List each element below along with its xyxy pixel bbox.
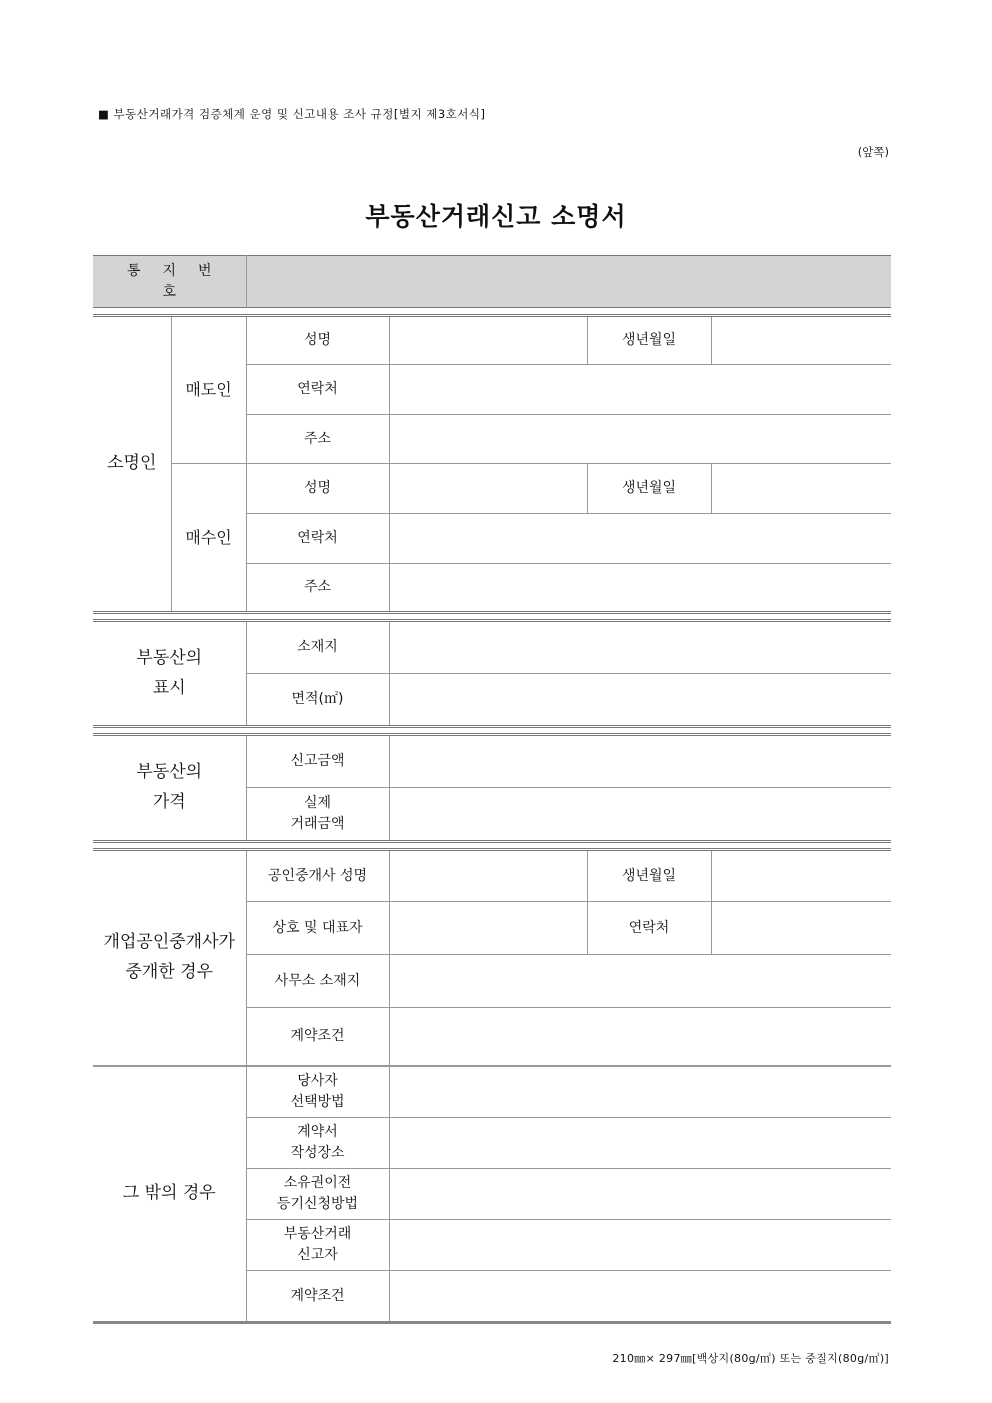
broker-contact-label: 연락처 — [587, 902, 711, 955]
contract-place-label-line1: 계약서 — [297, 1124, 338, 1140]
page-title: 부동산거래신고 소명서 — [365, 202, 627, 231]
registry-method-label-line1: 소유권이전 — [283, 1175, 352, 1191]
broker-office-field[interactable] — [389, 955, 891, 1008]
price-group-label — [93, 735, 246, 842]
broker-section — [93, 848, 891, 1066]
reporter-label-line1: 부동산거래 — [283, 1226, 352, 1242]
price-group-line2: 가격 — [152, 792, 186, 812]
buyer-address-field[interactable] — [389, 564, 891, 613]
seller-name-field[interactable] — [389, 316, 587, 365]
other-section — [93, 1066, 891, 1324]
broker-terms-field[interactable] — [389, 1008, 891, 1066]
seller-contact-field[interactable] — [389, 365, 891, 415]
contract-place-label-line2: 작성장소 — [290, 1145, 345, 1161]
seller-name-label: 성명 — [246, 316, 389, 365]
party-method-label-line1: 당사자 — [297, 1073, 338, 1089]
buyer-address-label: 주소 — [246, 564, 389, 613]
party-method-field[interactable] — [389, 1067, 891, 1118]
party-method-label-line2: 선택방법 — [290, 1094, 345, 1110]
other-terms-field[interactable] — [389, 1271, 891, 1323]
price-section — [93, 733, 891, 843]
registry-method-field[interactable] — [389, 1169, 891, 1220]
seller-contact-label: 연락처 — [246, 365, 389, 415]
property-group-label — [93, 621, 246, 727]
area-label: 면적(㎡) — [246, 674, 389, 727]
seller-birth-label: 생년월일 — [587, 316, 711, 365]
broker-name-field[interactable] — [389, 850, 587, 902]
buyer-contact-label: 연락처 — [246, 514, 389, 564]
form-reference-note: ■ 부동산거래가격 검증체계 운영 및 신고내용 조사 규정[별지 제3호서식] — [98, 107, 486, 121]
other-terms-label: 계약조건 — [246, 1271, 389, 1323]
property-group-line1: 부동산의 — [136, 647, 203, 668]
broker-firm-label: 상호 및 대표자 — [246, 902, 389, 955]
broker-birth-label: 생년월일 — [587, 850, 711, 902]
actual-amount-label-line1: 실제 — [303, 795, 332, 811]
reporter-field[interactable] — [389, 1220, 891, 1271]
area-field[interactable] — [389, 674, 891, 727]
seller-address-field[interactable] — [389, 415, 891, 464]
actual-amount-label-line2: 거래금액 — [290, 816, 345, 832]
seller-label: 매도인 — [171, 316, 246, 464]
actual-amount-label — [246, 788, 389, 842]
broker-name-label: 공인중개사 성명 — [246, 850, 389, 902]
location-label: 소재지 — [246, 621, 389, 674]
broker-terms-label: 계약조건 — [246, 1008, 389, 1066]
paper-spec-note: 210㎜× 297㎜[백상지(80g/㎡) 또는 중질지(80g/㎡)] — [612, 1352, 889, 1365]
actual-amount-field[interactable] — [389, 788, 891, 842]
notice-number-label: 통지번호 — [93, 256, 246, 308]
buyer-contact-field[interactable] — [389, 514, 891, 564]
other-group-label: 그 밖의 경우 — [93, 1067, 246, 1323]
broker-firm-field[interactable] — [389, 902, 587, 955]
contract-place-field[interactable] — [389, 1118, 891, 1169]
buyer-label: 매수인 — [171, 464, 246, 613]
seller-address-label: 주소 — [246, 415, 389, 464]
notice-number-field[interactable] — [246, 256, 891, 308]
contract-place-label — [246, 1118, 389, 1169]
registry-method-label — [246, 1169, 389, 1220]
registry-method-label-line2: 등기신청방법 — [276, 1196, 359, 1212]
page-side-label: (앞쪽) — [857, 145, 889, 159]
broker-birth-field[interactable] — [711, 850, 891, 902]
broker-group-label — [93, 850, 246, 1066]
buyer-name-label: 성명 — [246, 464, 389, 514]
price-group-line1: 부동산의 — [136, 762, 203, 783]
broker-group-line2: 중개한 경우 — [125, 962, 213, 982]
reporter-label-line2: 신고자 — [297, 1247, 338, 1263]
property-group-line2: 표시 — [152, 677, 186, 698]
buyer-birth-label: 생년월일 — [587, 464, 711, 514]
broker-office-label: 사무소 소재지 — [246, 955, 389, 1008]
explainer-group-label: 소명인 — [93, 316, 171, 613]
reported-amount-label: 신고금액 — [246, 735, 389, 788]
buyer-birth-field[interactable] — [711, 464, 891, 514]
reporter-label — [246, 1220, 389, 1271]
seller-birth-field[interactable] — [711, 316, 891, 365]
location-field[interactable] — [389, 621, 891, 674]
party-method-label — [246, 1067, 389, 1118]
notice-number-table — [93, 255, 891, 308]
property-section — [93, 619, 891, 728]
reported-amount-field[interactable] — [389, 735, 891, 788]
buyer-name-field[interactable] — [389, 464, 587, 514]
broker-contact-field[interactable] — [711, 902, 891, 955]
broker-group-line1: 개업공인중개사가 — [103, 932, 235, 953]
explainer-section — [93, 314, 891, 614]
